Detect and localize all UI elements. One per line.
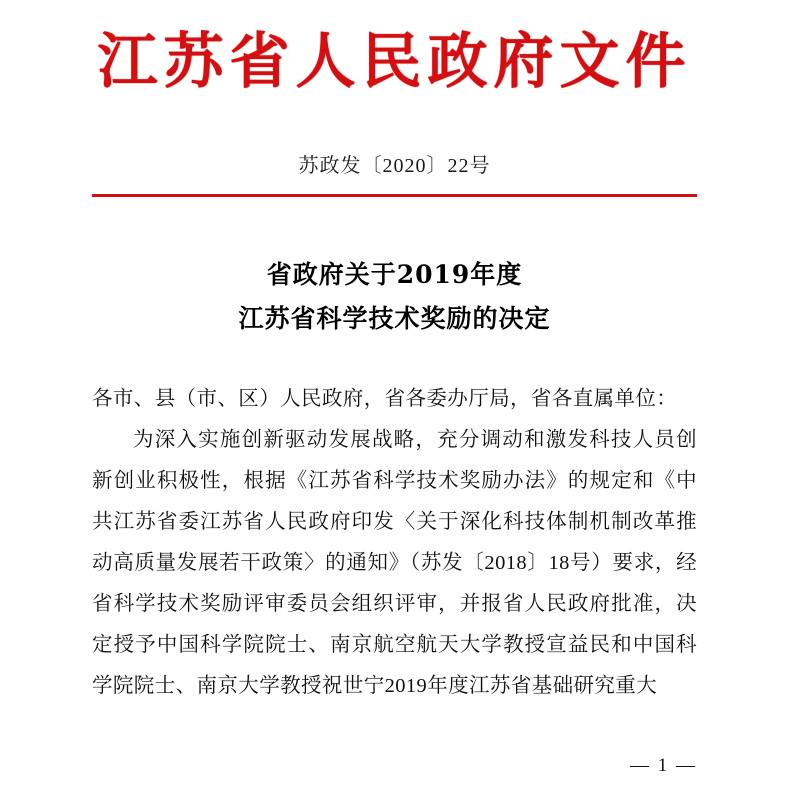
document-body [92, 379, 697, 707]
page-title [92, 253, 697, 341]
red-divider-line [92, 194, 697, 197]
page-number: — 1 — [630, 755, 697, 776]
page-title-line-2: 江苏省科学技术奖励的决定 [238, 303, 551, 333]
masthead-title: 江苏省人民政府文件 [97, 27, 692, 97]
document-number-row [92, 149, 697, 178]
page-title-line-1: 省政府关于2019年度 [266, 260, 523, 289]
salutation-paragraph: 各市、县（市、区）人民政府，省各委办厅局，省各直属单位： [92, 387, 678, 410]
document-number: 苏政发〔2020〕22号 [298, 155, 491, 177]
masthead [92, 0, 697, 97]
body-paragraph-1: 为深入实施创新驱动发展战略，充分调动和激发科技人员创新创业积极性，根据《江苏省科学技术奖励办法》的规定和《中共江苏省委江苏省人民政府印发〈关于深化科技体制机制改革推动高质量发展若干政策〉的通知》（苏发〔2018〕18号）要求，经省科学技术奖励评审委员会组织评审，并报省人民政府批准，决定授予中国科学院院士、南京航空航天大学教授宣益民和中国科学院院士、南京大学教授祝世宁2019年度江苏省基础研究重大 [92, 428, 697, 697]
